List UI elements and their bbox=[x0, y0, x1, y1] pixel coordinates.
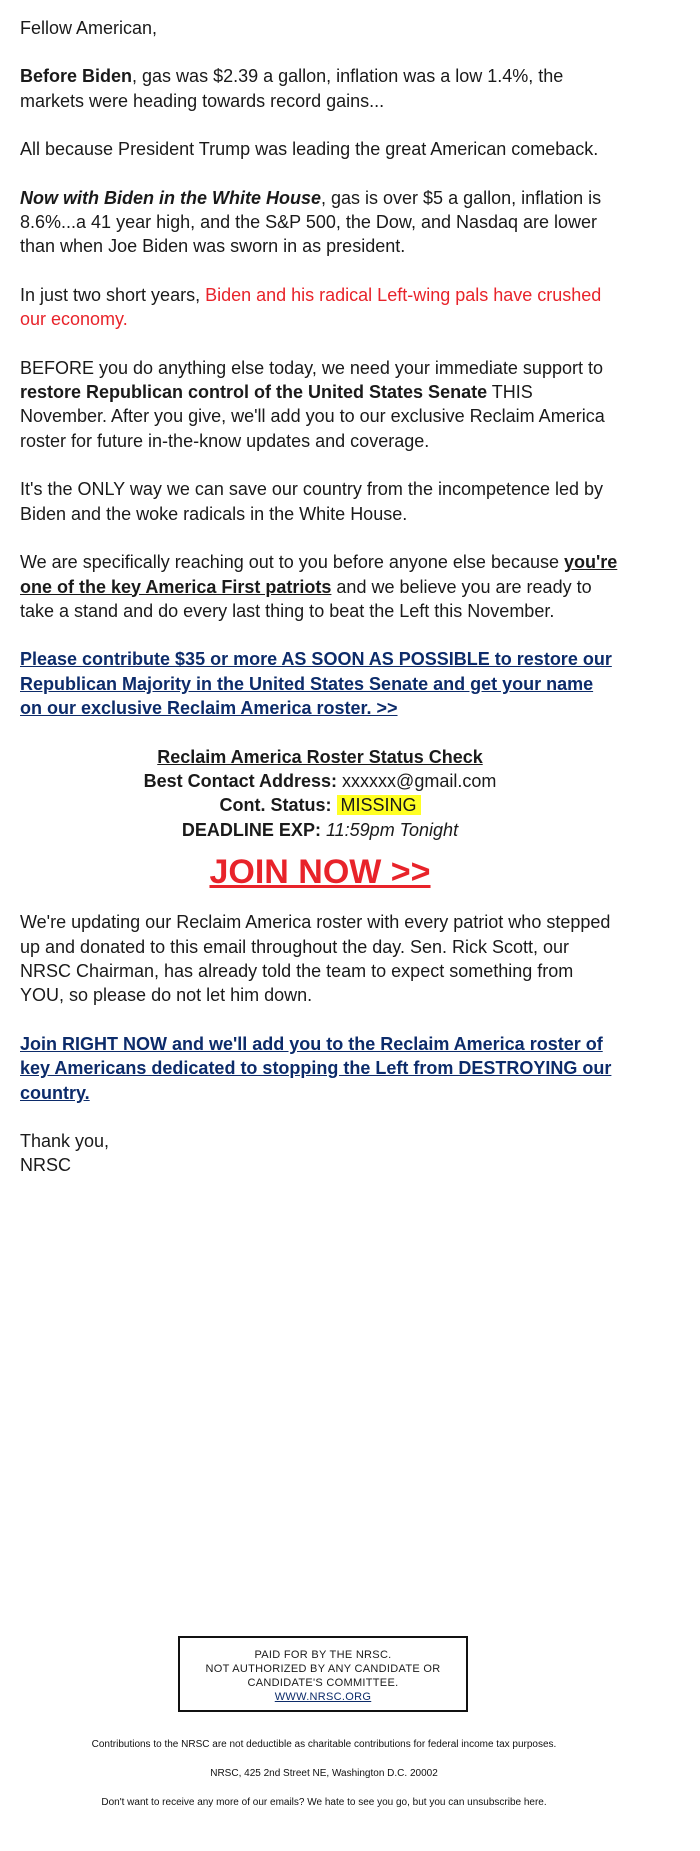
join-now-container bbox=[20, 852, 620, 892]
disclaimer-line: NOT AUTHORIZED BY ANY CANDIDATE OR bbox=[205, 1663, 441, 1675]
deadline-row bbox=[20, 818, 620, 842]
status-heading: Reclaim America Roster Status Check bbox=[157, 746, 483, 767]
contribute-35-link[interactable]: Please contribute $35 or more AS SOON AS POSSIBLE to restore our Republican Majority in the United States Senate and get your name on our exclusive Reclaim America roster. >> bbox=[20, 649, 612, 719]
missing-badge: MISSING bbox=[337, 795, 421, 815]
disclaimer-line: CANDIDATE'S COMMITTEE. bbox=[247, 1677, 399, 1689]
paragraph-trump-comeback: All because President Trump was leading the great American comeback. bbox=[20, 139, 599, 160]
bold-italic-phrase: Now with Biden in the White House bbox=[20, 187, 321, 208]
signature: NRSC bbox=[20, 1155, 72, 1176]
unsubscribe-notice bbox=[0, 1796, 648, 1809]
paragraph-support-request bbox=[20, 356, 620, 454]
contact-value: xxxxxx@gmail.com bbox=[342, 770, 497, 791]
nrsc-website-link[interactable]: WWW.NRSC.ORG bbox=[274, 1691, 372, 1703]
paragraph-text: BEFORE you do anything else today, we need your immediate support to bbox=[20, 357, 603, 378]
paragraph-two-years bbox=[20, 283, 620, 332]
bold-phrase: Before Biden bbox=[20, 66, 133, 87]
paragraph-reaching-out bbox=[20, 550, 620, 623]
cta-paragraph-join bbox=[20, 1032, 620, 1105]
signoff: Thank you, bbox=[20, 1131, 110, 1151]
mailing-address: NRSC, 425 2nd Street NE, Washington D.C. 20002 bbox=[210, 1768, 438, 1779]
paragraph-text: , gas is over $5 a gallon, inflation is 8.6%...a 41 year high, and the S&P 500, the Dow, and Nasdaq are lower than when Joe Biden was sworn in as president. bbox=[20, 187, 602, 257]
paragraph-only-way: It's the ONLY way we can save our country from the incompetence led by Biden and the woke radicals in the White House. bbox=[20, 479, 604, 524]
paragraph-text: THIS November. After you give, we'll add you to our exclusive Reclaim America roster for future in-the-know updates and coverage. bbox=[20, 382, 605, 451]
paragraph-text: In just two short years, bbox=[20, 284, 206, 305]
contact-label: Best Contact Address: bbox=[143, 770, 338, 791]
deadline-value: 11:59pm Tonight bbox=[325, 819, 459, 840]
paragraph-text: and we believe you are ready to take a stand and do every last thing to beat the Left this November. bbox=[20, 576, 592, 621]
tax-notice: Contributions to the NRSC are not deductible as charitable contributions for federal income tax purposes. bbox=[91, 1739, 557, 1750]
roster-status-check bbox=[20, 745, 620, 843]
cont-status-row bbox=[20, 793, 620, 817]
signoff-block bbox=[20, 1129, 620, 1178]
contact-row bbox=[20, 769, 620, 793]
paragraph-before-biden bbox=[20, 64, 620, 113]
bold-phrase: restore Republican control of the United States Senate bbox=[20, 382, 488, 403]
join-now-button[interactable]: JOIN NOW >> bbox=[209, 853, 431, 892]
unsubscribe-link[interactable]: Don't want to receive any more of our emails? We hate to see you go, but you can unsubscribe here. bbox=[101, 1797, 547, 1808]
paragraph-text: , gas was $2.39 a gallon, inflation was a low 1.4%, the markets were heading towards record gains... bbox=[20, 66, 564, 111]
america-first-patriots-link[interactable]: you're one of the key America First patriots bbox=[20, 552, 618, 597]
deadline-label: DEADLINE EXP: bbox=[181, 819, 321, 840]
email-body bbox=[20, 16, 620, 1178]
paragraph-now-with-biden bbox=[20, 186, 620, 259]
red-emphasis-text: Biden and his radical Left-wing pals have crushed our economy. bbox=[20, 284, 602, 330]
greeting: Fellow American, bbox=[20, 18, 158, 38]
join-right-now-link[interactable]: Join RIGHT NOW and we'll add you to the Reclaim America roster of key Americans dedicated to stopping the Left from DESTROYING our country. bbox=[20, 1033, 612, 1103]
cta-paragraph-contribute bbox=[20, 647, 620, 720]
paragraph-text: We are specifically reaching out to you before anyone else because bbox=[20, 552, 564, 573]
cont-status-label: Cont. Status: bbox=[219, 795, 332, 816]
paragraph-roster-update: We're updating our Reclaim America roster with every patriot who stepped up and donated to this email throughout the day. Sen. Rick Scott, our NRSC Chairman, has already told the team to expect something from YOU, so please do not let him down. bbox=[20, 912, 611, 1006]
paid-for-disclaimer-box bbox=[178, 1636, 468, 1712]
disclaimer-line: PAID FOR BY THE NRSC. bbox=[254, 1649, 392, 1661]
